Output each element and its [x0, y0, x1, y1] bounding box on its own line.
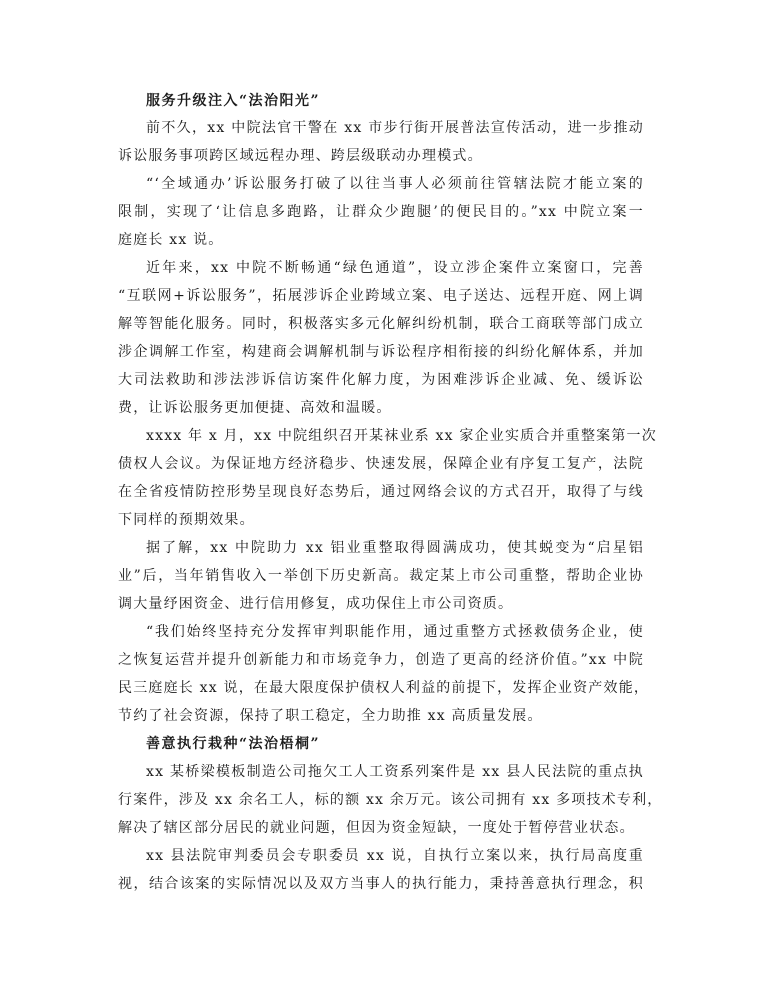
- paragraph-line: 债权人会议。为保证地方经济稳步、快速发展，保障企业有序复工复产，法院: [118, 456, 644, 472]
- paragraph-line: 大司法救助和涉法涉诉信访案件化解力度，为困难涉诉企业减、免、缓诉讼: [118, 372, 644, 388]
- paragraph-line: 下同样的预期效果。: [118, 512, 255, 528]
- paragraph-line: “互联网+诉讼服务”，拓展涉诉企业跨域立案、电子送达、远程开庭、网上调: [118, 288, 644, 304]
- paragraph-line: 庭庭长 xx 说。: [118, 232, 224, 248]
- paragraph-line: 在全省疫情防控形势呈现良好态势后，通过网络会议的方式召开，取得了与线: [118, 484, 644, 500]
- paragraph-line: 据了解，xx 中院助力 xx 铝业重整取得圆满成功，使其蜕变为“启星铝: [146, 540, 644, 556]
- paragraph-line: 解决了辖区部分居民的就业问题，但因为资金短缺，一度处于暂停营业状态。: [118, 820, 635, 836]
- paragraph-line: 解等智能化服务。同时，积极落实多元化解纠纷机制，联合工商联等部门成立: [118, 316, 644, 332]
- paragraph-line: 诉讼服务事项跨区域远程办理、跨层级联动办理模式。: [118, 148, 483, 164]
- paragraph-line: “我们始终坚持充分发挥审判职能作用，通过重整方式拯救债务企业，使: [146, 624, 644, 640]
- paragraph-line: 业”后，当年销售收入一举创下历史新高。裁定某上市公司重整，帮助企业协: [118, 568, 644, 584]
- paragraph-line: 调大量纾困资金、进行信用修复，成功保住上市公司资质。: [118, 596, 514, 612]
- paragraph-line: 限制，实现了‘让信息多跑路，让群众少跑腿’的便民目的。”xx 中院立案一: [118, 204, 644, 220]
- paragraph-line: 近年来，xx 中院不断畅通“绿色通道”，设立涉企案件立案窗口，完善: [146, 260, 644, 276]
- paragraph-line: 行案件，涉及 xx 余名工人，标的额 xx 余万元。该公司拥有 xx 多项技术专利，: [118, 792, 663, 808]
- section-heading: 服务升级注入“法治阳光”: [146, 93, 321, 109]
- paragraph-line: 视，结合该案的实际情况以及双方当事人的执行能力，秉持善意执行理念，积: [118, 876, 644, 892]
- section-heading: 善意执行栽种“法治梧桐”: [146, 736, 321, 752]
- paragraph-line: 前不久，xx 中院法官干警在 xx 市步行街开展普法宣传活动，进一步推动: [146, 120, 644, 136]
- paragraph-line: xxxx 年 x 月，xx 中院组织召开某袜业系 xx 家企业实质合并重整案第一次: [146, 428, 657, 444]
- paragraph-line: 费，让诉讼服务更加便捷、高效和温暖。: [118, 400, 392, 416]
- paragraph-line: 之恢复运营并提升创新能力和市场竞争力，创造了更高的经济价值。”xx 中院: [118, 652, 644, 668]
- paragraph-line: 民三庭庭长 xx 说，在最大限度保护债权人利益的前提下，发挥企业资产效能，: [118, 680, 650, 696]
- paragraph-line: 节约了社会资源，保持了职工稳定，全力助推 xx 高质量发展。: [118, 708, 543, 724]
- paragraph-line: “‘全域通办’诉讼服务打破了以往当事人必须前往管辖法院才能立案的: [146, 176, 644, 192]
- paragraph-line: xx 县法院审判委员会专职委员 xx 说，自执行立案以来，执行局高度重: [146, 848, 644, 864]
- paragraph-line: xx 某桥梁模板制造公司拖欠工人工资系列案件是 xx 县人民法院的重点执: [146, 764, 644, 780]
- paragraph-line: 涉企调解工作室，构建商会调解机制与诉讼程序相衔接的纠纷化解体系，并加: [118, 344, 644, 360]
